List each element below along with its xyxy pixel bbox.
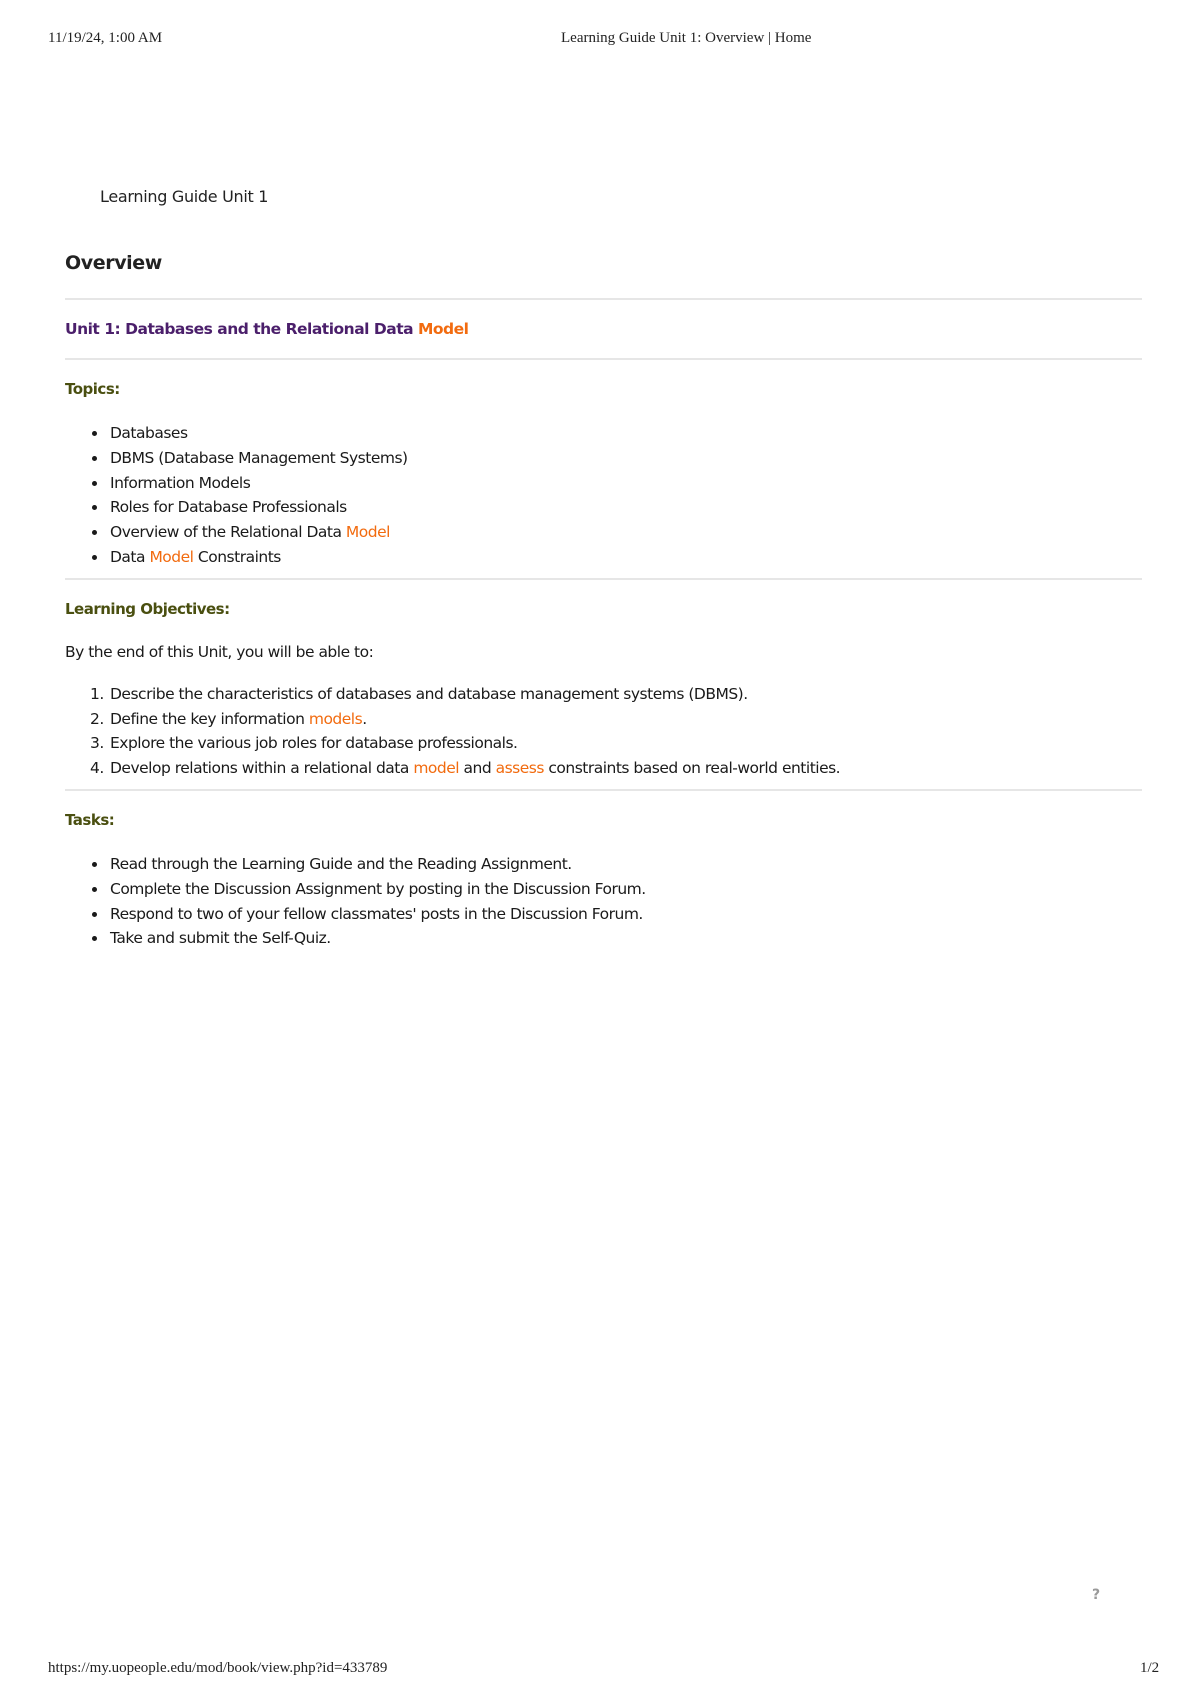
topic-text: Overview of the Relational Data <box>110 523 346 542</box>
tasks-list <box>65 852 1142 951</box>
list-item <box>65 707 1142 732</box>
highlight-model[interactable]: model <box>413 759 460 778</box>
objective-text: constraints based on real-world entities. <box>543 759 841 778</box>
topic-text: DBMS (Database Management Systems) <box>110 448 408 467</box>
list-item: Respond to two of your fellow classmates' posts in the Discussion Forum. <box>65 902 1142 927</box>
print-date: 11/19/24, 1:00 AM <box>48 30 163 46</box>
item-number: 2. <box>90 709 104 728</box>
list-item: Read through the Learning Guide and the Reading Assignment. <box>65 852 1142 877</box>
book-title: Learning Guide Unit 1 <box>100 187 269 206</box>
objectives-heading: Learning Objectives: <box>65 599 230 618</box>
item-number: 1. <box>90 684 104 703</box>
help-icon[interactable]: ? <box>1092 1587 1101 1603</box>
highlight-model[interactable]: Model <box>417 320 469 338</box>
item-number: 4. <box>90 759 104 778</box>
page-number: 1/2 <box>1140 1660 1160 1676</box>
divider <box>65 358 1142 360</box>
list-item: Complete the Discussion Assignment by posting in the Discussion Forum. <box>65 877 1142 902</box>
topics-heading: Topics: <box>65 380 120 398</box>
item-number: 3. <box>90 734 104 753</box>
list-item <box>65 471 1142 496</box>
objective-text: Explore the various job roles for database professionals. <box>110 734 518 753</box>
list-item <box>65 421 1142 446</box>
unit-heading <box>65 320 1142 342</box>
objectives-list <box>65 682 1142 781</box>
list-item <box>65 495 1142 520</box>
list-item <box>65 756 1142 781</box>
divider <box>65 789 1142 791</box>
topic-text: Information Models <box>110 473 251 492</box>
divider <box>65 578 1142 580</box>
objective-text: Describe the characteristics of databases and database management systems (DBMS). <box>110 684 748 703</box>
list-item <box>65 446 1142 471</box>
list-item <box>65 520 1142 545</box>
divider <box>65 298 1142 300</box>
topic-text: Data <box>110 547 150 566</box>
list-item <box>65 545 1142 570</box>
main-content <box>65 187 1142 951</box>
topics-list <box>65 421 1142 570</box>
list-item <box>65 731 1142 756</box>
objective-text: . <box>362 709 367 728</box>
objective-text: Develop relations within a relational data <box>110 759 414 778</box>
page-title: Overview <box>65 252 162 274</box>
objective-text: Define the key information <box>110 709 309 728</box>
highlight-model[interactable]: Model <box>345 523 390 542</box>
objective-text: and <box>459 759 496 778</box>
objectives-intro: By the end of this Unit, you will be able to: <box>65 642 374 661</box>
topic-text: Constraints <box>193 547 281 566</box>
topic-text: Databases <box>110 424 188 442</box>
unit-heading-text: Unit 1: Databases and the Relational Data <box>65 320 418 338</box>
highlight-models[interactable]: models <box>308 709 363 728</box>
topic-text: Roles for Database Professionals <box>110 498 347 517</box>
list-item <box>65 682 1142 707</box>
print-url: https://my.uopeople.edu/mod/book/view.php?id=433789 <box>48 1660 388 1676</box>
highlight-assess[interactable]: assess <box>495 759 544 778</box>
highlight-model[interactable]: Model <box>149 547 194 566</box>
print-page-title: Learning Guide Unit 1: Overview | Home <box>561 30 812 46</box>
tasks-heading: Tasks: <box>65 810 115 829</box>
list-item: Take and submit the Self-Quiz. <box>65 926 1142 951</box>
